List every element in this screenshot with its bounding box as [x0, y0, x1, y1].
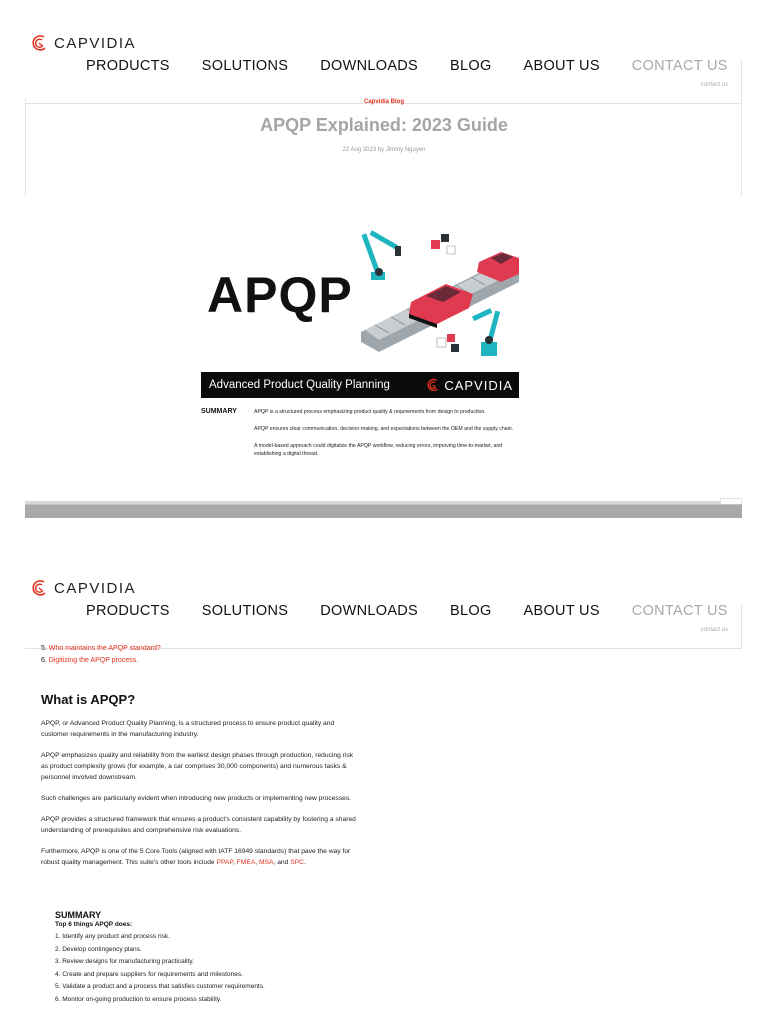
nav-blog[interactable]: BLOG [450, 603, 492, 619]
nav-about-us[interactable]: ABOUT US [523, 603, 600, 619]
separator: , [232, 859, 237, 866]
summary-item: A model-based approach could digitalize the APQP workflow, reducing errors, improving time-to-market, and establishing a digital thread. [254, 443, 503, 457]
capvidia-logo-icon [32, 34, 48, 52]
list-item: 3. Review designs for manufacturing practicality. [55, 958, 194, 966]
assembly-line-illustration-icon [351, 222, 519, 368]
article-body [41, 718, 361, 878]
list-item: 6. Monitor on-going production to ensure process stability. [55, 995, 222, 1003]
list-item: 4. Create and prepare suppliers for requirements and milestones. [55, 970, 243, 978]
link-fmea[interactable]: FMEA [236, 859, 256, 866]
paragraph: Such challenges are particularly evident when introducing new products or implementing new processes. [41, 795, 352, 802]
logo[interactable] [32, 579, 136, 597]
summary-item: APQP is a structured process emphasizing product quality & requirements from design to production. [254, 409, 486, 415]
hero-brand-text: CAPVIDIA [444, 377, 513, 393]
summary-subtitle: Top 6 things APQP does: [55, 921, 133, 928]
list-item: 1. Identify any product and process risk. [55, 933, 170, 940]
nav-downloads[interactable]: DOWNLOADS [320, 603, 419, 619]
scroll-divider-band [25, 501, 742, 518]
summary-list [55, 931, 265, 1007]
paragraph: APQP emphasizes quality and reliability from the earliest design phases through production, reducing risk as product complexity grows (for example, a car comprises 30,000 components) and numerous tasks & personnel involved downstream. [41, 752, 354, 781]
list-item: 2. Develop contingency plans. [55, 945, 142, 953]
table-of-contents [41, 643, 161, 666]
nav-about-us[interactable]: ABOUT US [523, 58, 600, 74]
logo-text: CAPVIDIA [54, 579, 137, 597]
toc-item [41, 655, 161, 667]
blog-category-tag[interactable]: Capvidia Blog [363, 99, 404, 105]
section-heading: What is APQP? [41, 692, 136, 707]
nav-solutions[interactable]: SOLUTIONS [201, 603, 289, 619]
summary-item: APQP ensures clear communication, decision-making, and expectations between the OEM and the supply chain. [254, 426, 514, 432]
logo-text: CAPVIDIA [54, 34, 137, 52]
toc-link[interactable]: Digitizing the APQP process. [48, 656, 139, 664]
separator: , [255, 859, 259, 866]
nav-contact-us[interactable]: CONTACT US [631, 603, 728, 619]
post-title: APQP Explained: 2023 Guide [260, 115, 508, 135]
hero-caption: Advanced Product Quality Planning [209, 379, 390, 391]
nav-products[interactable]: PRODUCTS [86, 603, 170, 619]
main-nav [86, 58, 728, 74]
link-spc[interactable]: SPC [290, 859, 304, 866]
separator: , and [273, 859, 291, 866]
band-notch [720, 498, 742, 504]
logo[interactable] [32, 34, 136, 52]
paragraph-text: Furthermore, APQP is one of the 5 Core Tools (aligned with IATF 16949 standards) that pave the way for robust quality management. This suite's other tools include [41, 848, 351, 866]
site-header [25, 20, 742, 104]
hero-image [201, 222, 519, 398]
paragraph [41, 846, 361, 868]
hero-brand [427, 378, 513, 393]
nav-solutions[interactable]: SOLUTIONS [201, 58, 289, 74]
summary-list [254, 408, 516, 467]
toc-link[interactable]: Who maintains the APQP standard? [48, 645, 161, 652]
nav-downloads[interactable]: DOWNLOADS [320, 58, 419, 74]
list-item: 5. Validate a product and a process that satisfies customer requirements. [55, 983, 265, 991]
summary-label: SUMMARY [201, 408, 237, 415]
toc-number: 6. [41, 656, 47, 664]
nav-sub-label[interactable]: contact us [700, 627, 728, 633]
nav-blog[interactable]: BLOG [450, 58, 492, 74]
nav-products[interactable]: PRODUCTS [86, 58, 170, 74]
site-header-sticky [25, 565, 742, 649]
divider [741, 605, 742, 649]
capvidia-logo-icon [427, 378, 440, 392]
paragraph: APQP, or Advanced Product Quality Planning, is a structured process to ensure product quality and customer requirements in the manufacturing industry. [41, 720, 335, 738]
capvidia-logo-icon [32, 579, 48, 597]
hero-word: APQP [207, 267, 353, 323]
main-nav [86, 603, 728, 619]
post-meta: 22 Aug 2023 by Jimmy Nguyen [342, 147, 426, 153]
summary-title: SUMMARY [55, 910, 102, 920]
nav-contact-us[interactable]: CONTACT US [631, 58, 728, 74]
paragraph-end: . [304, 859, 306, 866]
link-ppap[interactable]: PPAP [216, 859, 233, 866]
link-msa[interactable]: MSA [259, 859, 274, 866]
toc-number: 5. [41, 645, 47, 652]
hero-caption-bar [201, 372, 519, 398]
nav-sub-label[interactable]: contact us [700, 82, 728, 88]
summary-box [55, 910, 265, 1007]
paragraph: APQP provides a structured framework that ensures a product's consistent capability by fostering a shared understanding of prerequisites and comprehensive risk evaluations. [41, 816, 356, 834]
toc-item [41, 643, 161, 655]
